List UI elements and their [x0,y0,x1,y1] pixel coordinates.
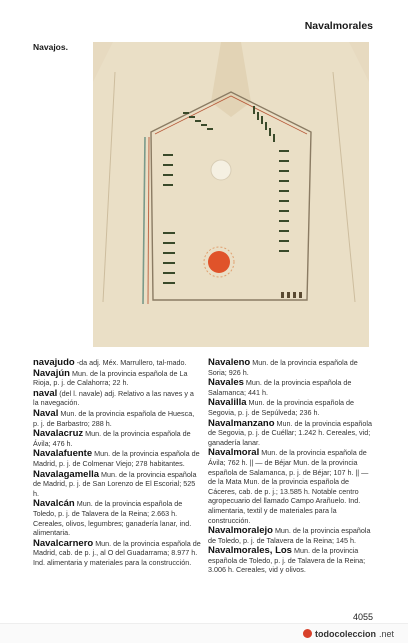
watermark-suffix: .net [378,628,394,639]
definition: Mun. de la provincia española de Ávila; 762 h. || — de Béjar Mun. de la provincia española de Salamanca, p. j. de Béjar; 107 h. || — de la Mata Mun. de la provincia española de Cáceres, cab. de p. j.; 13.585 h. Notable centro agropecuario del llamado Campo Arañuelo. Ind. alimentaria, textil y de materiales para la construcción. [208,448,369,525]
headword: Navalmanzano [208,417,275,429]
entries-column-right [208,358,378,576]
entry [208,419,378,448]
watermark-brand: todocoleccion [314,628,376,639]
page-number: 4055 [352,612,373,622]
headword: Navalacruz [33,428,84,440]
entry [33,389,201,408]
entry [33,499,201,537]
entry [33,470,201,499]
definition: Mun. de la provincia española de Madrid, cab. de p. j., al O del Guadarrama; 8.977 h. Ind. alimentaria y materiales para la construcción. [33,538,201,567]
headword: naval [33,387,58,399]
definition: Mun. de la provincia española de Huesca, p. j. de Barbastro; 288 h. [33,408,195,428]
headword: Navalagamella [33,468,100,480]
headword: Naval [33,407,59,419]
headword: Navalafuente [33,448,93,460]
watermark-logo[interactable] [303,629,394,639]
definition: (del l. navale) adj. Relativo a las naves y a la navegación. [33,388,194,408]
headword: Navalcarnero [33,537,94,549]
headword: Navalilla [208,397,247,409]
entry [208,378,378,397]
headword: Navalmorales, Los [208,545,292,557]
definition: -da adj. Méx. Marrullero, tal-mado. [74,358,187,367]
entry [208,398,378,417]
definition: Mun. de la provincia española de Segovia, p. j. de Sepúlveda; 236 h. [208,398,355,417]
definition: Mun. de la provincia española de Segovia, p. j. de Cuéllar; 1.242 h. Cereales, vid; ganadería lanar. [208,418,373,447]
watermark-bar [0,623,408,643]
headword: Navalcán [33,498,75,510]
entry [33,539,201,568]
headword: navajudo [33,357,75,368]
definition: Mun. de la provincia española de Toledo, p. j. de Talavera de la Reina; 3.006 h. Cereales, vid y olivos. [208,546,366,575]
running-head: Navalmorales [304,20,373,32]
definition: Mun. de la provincia española de Madrid, p. j. de Colmenar Viejo; 278 habitantes. [33,449,200,468]
entry [208,448,378,525]
headword: Navaleno [208,357,251,368]
headword: Navales [208,377,244,389]
entry [208,546,378,575]
definition: Mun. de la provincia española de Soria; 926 h. [208,358,358,377]
entry [33,409,201,428]
entry [33,449,201,468]
navajo-painting-svg [93,42,369,347]
navajo-illustration [93,42,369,347]
entry [33,369,201,388]
definition: Mun. de la provincia española de Salamanca; 441 h. [208,378,352,397]
definition: Mun. de la provincia española de Toledo, p. j. de Talavera de la Reina; 145 h. [208,526,371,545]
definition: Mun. de la provincia española de La Rioja, p. j. de Calahorra; 22 h. [33,368,188,388]
headword: Navalmoral [208,447,260,459]
headword: Navalmoralejo [208,525,273,537]
entries-column-left [33,358,201,568]
entry [208,526,378,545]
headword: Navajún [33,367,70,379]
definition: Mun. de la provincia española de Ávila; 476 h. [33,429,191,448]
definition: Mun. de la provincia española de Toledo, p. j. de Talavera de la Reina; 2.663 h. Cereales, olivos, legumbres; ganadería lanar, ind. alimentaria. [33,499,192,538]
definition: Mun. de la provincia española de Madrid, p. j. de San Lorenzo de El Escorial; 525 h. [33,469,197,498]
figure-caption: Navajos. [33,42,68,52]
entry [208,358,378,377]
entry [33,358,201,368]
brand-dot-icon [303,629,312,638]
entry [33,429,201,448]
